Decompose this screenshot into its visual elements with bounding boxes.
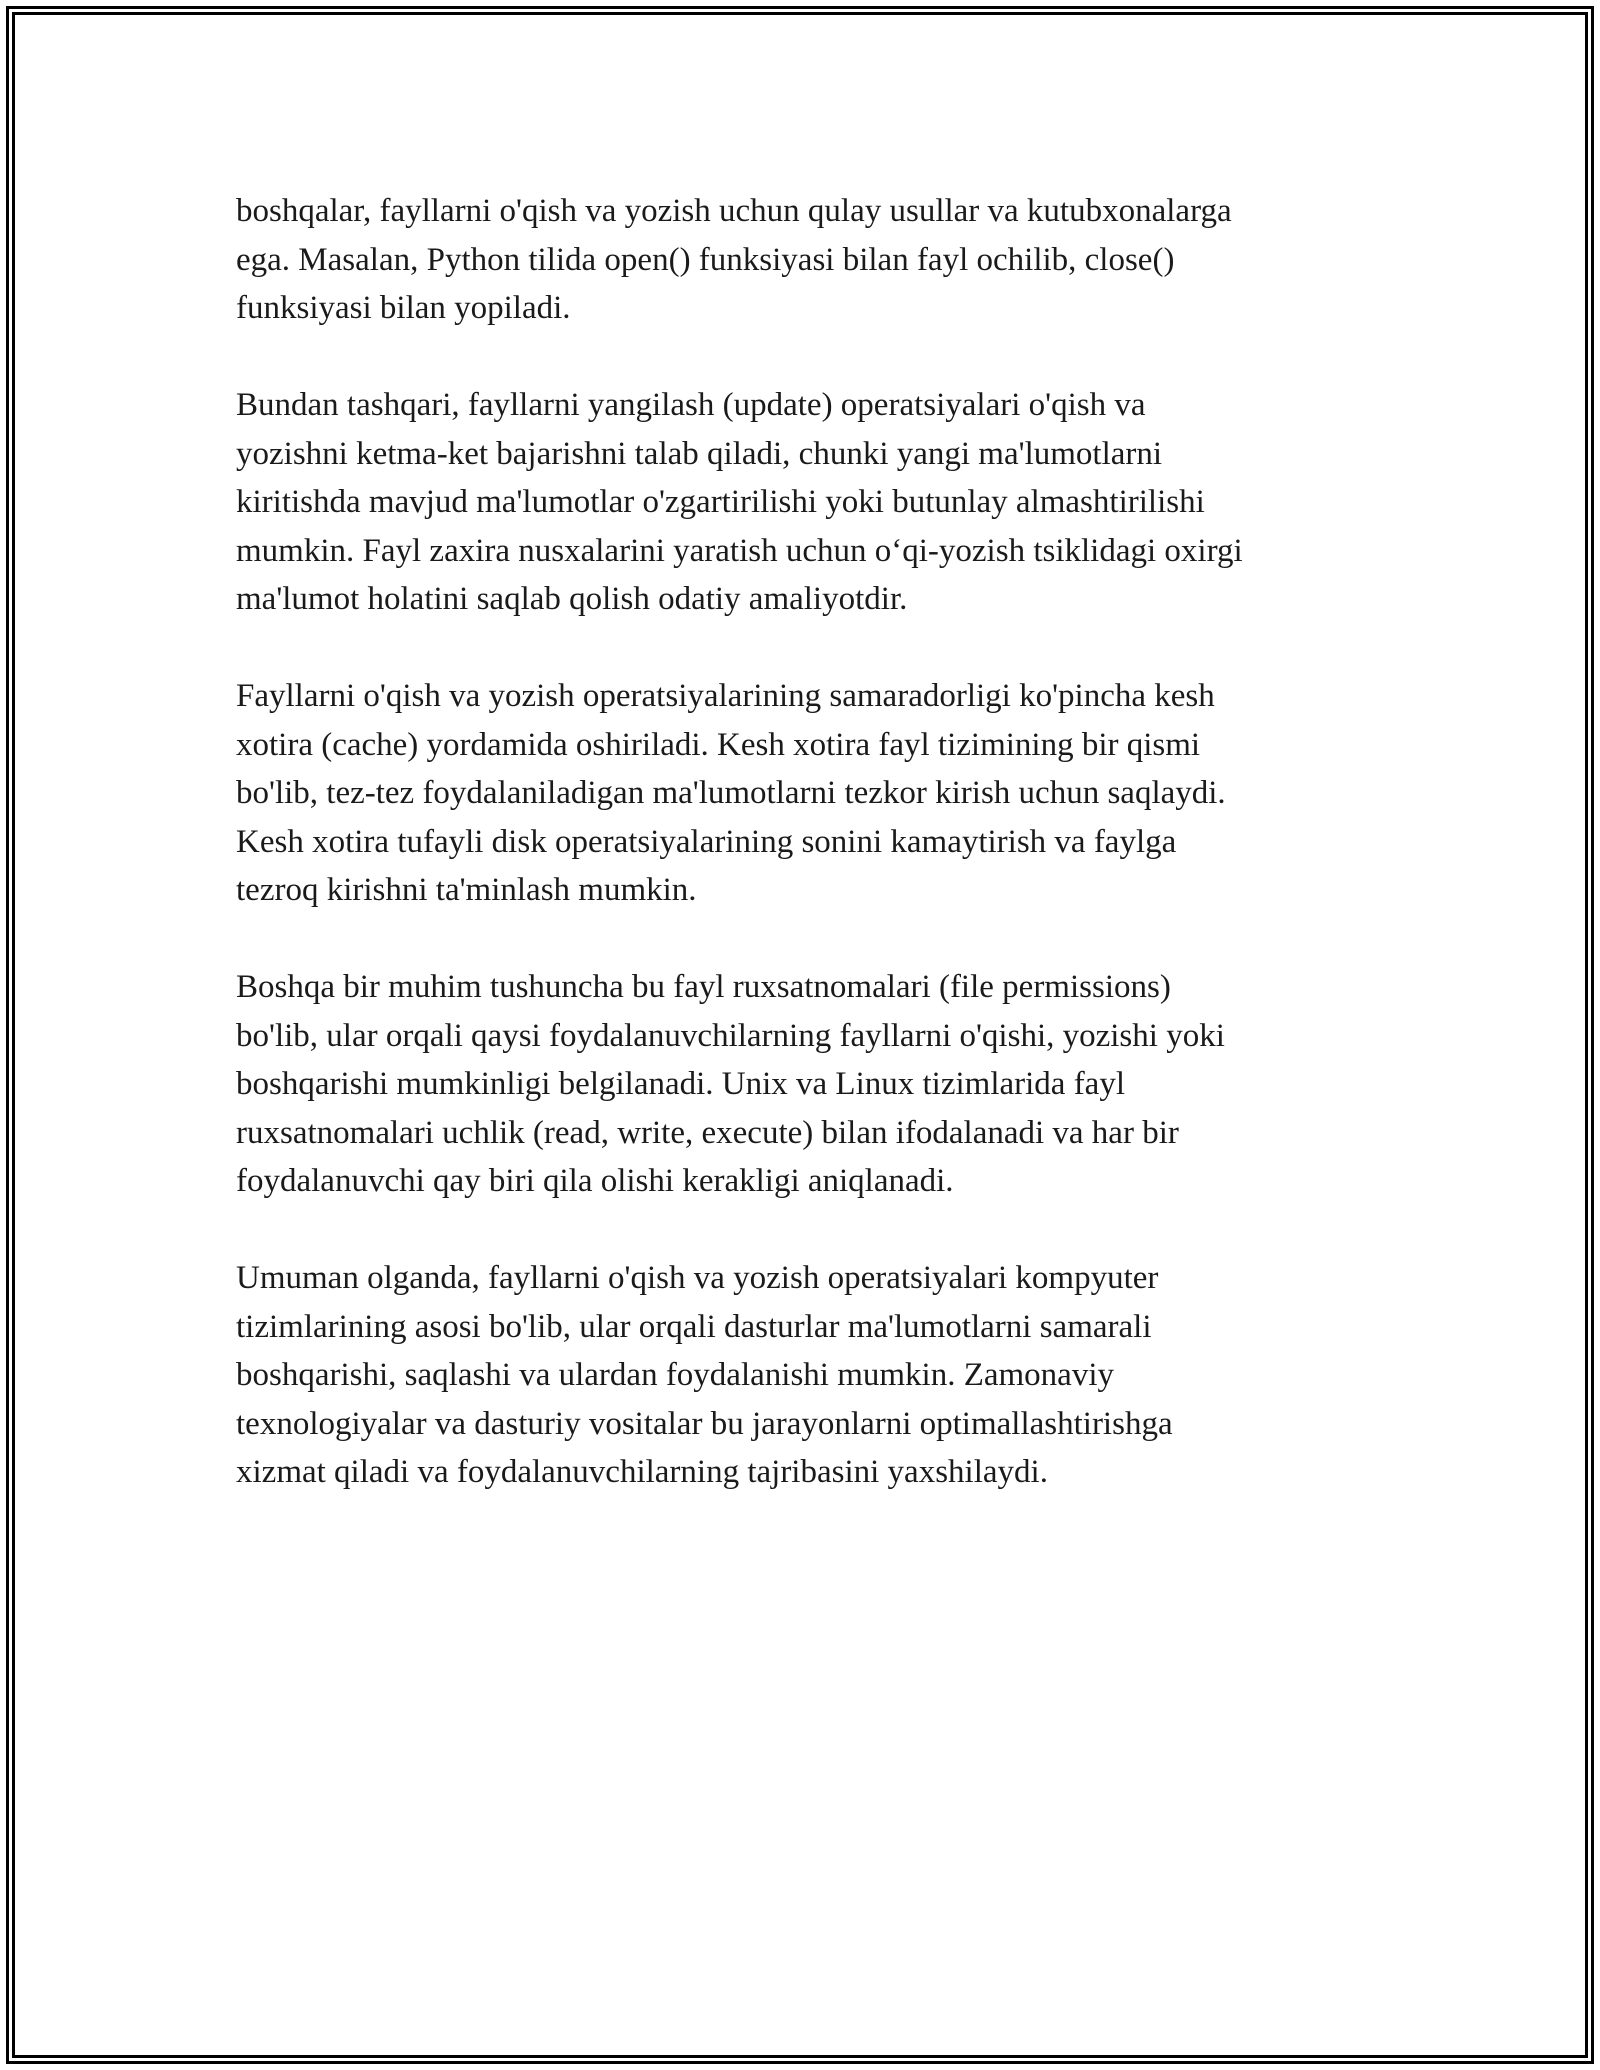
text-line: foydalanuvchi qay biri qila olishi kerakligi aniqlanadi. xyxy=(236,1163,954,1199)
text-line: bo'lib, tez-tez foydalaniladigan ma'lumotlarni tezkor kirish uchun saqlaydi. xyxy=(236,775,1226,811)
text-line: kiritishda mavjud ma'lumotlar o'zgartirilishi yoki butunlay almashtirilishi xyxy=(236,484,1205,520)
text-line: tezroq kirishni ta'minlash mumkin. xyxy=(236,872,697,908)
text-line: xizmat qiladi va foydalanuvchilarning tajribasini yaxshilaydi. xyxy=(236,1454,1048,1490)
text-line: ega. Masalan, Python tilida open() funksiyasi bilan fayl ochilib, close() xyxy=(236,241,1175,278)
text-line: boshqarishi, saqlashi va ulardan foydalanishi mumkin. Zamonaviy xyxy=(236,1357,1114,1393)
text-line: texnologiyalar va dasturiy vositalar bu jarayonlarni optimallashtirishga xyxy=(236,1405,1173,1442)
document-body xyxy=(236,187,1366,1545)
text-line: Bundan tashqari, fayllarni yangilash (update) operatsiyalari o'qish va xyxy=(236,387,1146,423)
text-line: boshqalar, fayllarni o'qish va yozish uchun qulay usullar va kutubxonalarga xyxy=(236,193,1232,229)
text-line: Fayllarni o'qish va yozish operatsiyalarining samaradorligi ko'pincha kesh xyxy=(236,678,1215,714)
paragraph-5 xyxy=(236,1254,1366,1497)
text-line: xotira (cache) yordamida oshiriladi. Kesh xotira fayl tizimining bir qismi xyxy=(236,726,1201,763)
text-line: mumkin. Fayl zaxira nusxalarini yaratish uchun o‘qi-yozish tsiklidagi oxirgi xyxy=(236,532,1243,569)
text-line: funksiyasi bilan yopiladi. xyxy=(236,290,571,326)
paragraph-4 xyxy=(236,963,1366,1206)
text-line: Boshqa bir muhim tushuncha bu fayl ruxsatnomalari (file permissions) xyxy=(236,969,1171,1005)
text-line: boshqarishi mumkinligi belgilanadi. Unix va Linux tizimlarida fayl xyxy=(236,1066,1126,1102)
text-line: ma'lumot holatini saqlab qolish odatiy amaliyotdir. xyxy=(236,581,908,617)
text-line: ruxsatnomalari uchlik (read, write, execute) bilan ifodalanadi va har bir xyxy=(236,1114,1179,1151)
text-line: bo'lib, ular orqali qaysi foydalanuvchilarning fayllarni o'qishi, yozishi yoki xyxy=(236,1017,1225,1054)
text-line: yozishni ketma-ket bajarishni talab qiladi, chunki yangi ma'lumotlarni xyxy=(236,435,1163,472)
paragraph-1 xyxy=(236,187,1366,333)
paragraph-2 xyxy=(236,381,1366,624)
text-line: Umuman olganda, fayllarni o'qish va yozish operatsiyalari kompyuter xyxy=(236,1260,1159,1296)
text-line: tizimlarining asosi bo'lib, ular orqali dasturlar ma'lumotlarni samarali xyxy=(236,1308,1152,1345)
paragraph-3 xyxy=(236,672,1366,915)
text-line: Kesh xotira tufayli disk operatsiyalarining sonini kamaytirish va faylga xyxy=(236,823,1177,860)
